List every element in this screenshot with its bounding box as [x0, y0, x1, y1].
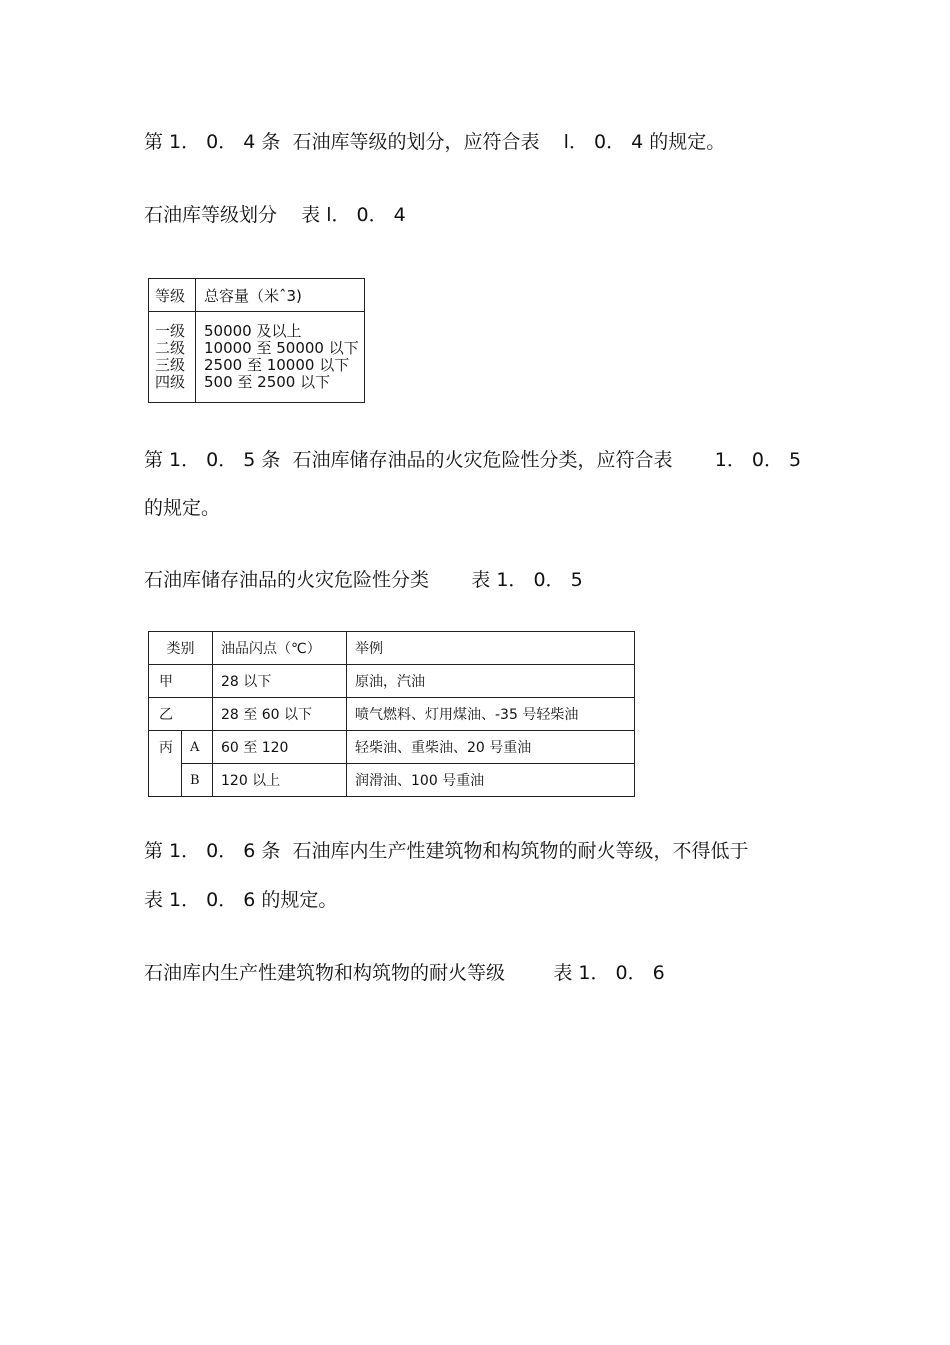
- category-cell: 甲: [149, 665, 213, 698]
- clause-1-0-5-cont: 的规定。: [144, 497, 221, 519]
- clause-1-0-6: 第 1． 0． 6 条 石油库内生产性建筑物和构筑物的耐火等级，不得低于: [144, 840, 749, 862]
- category-cell: 丙: [149, 731, 182, 797]
- grade-item: 二级: [155, 339, 186, 357]
- clause-1-0-4: 第 1． 0． 4 条 石油库等级的划分，应符合表 l． 0． 4 的规定。: [144, 131, 726, 153]
- table-row: [149, 764, 635, 797]
- example-cell: 原油，汽油: [347, 665, 635, 698]
- table-caption-1-0-5: 石油库储存油品的火灾危险性分类 表 1． 0． 5: [144, 569, 583, 591]
- table-header-flash-point: 油品闪点（℃）: [213, 632, 347, 665]
- table-header-capacity: 总容量（米ˆ3): [196, 279, 365, 312]
- table-row: [149, 665, 635, 698]
- flash-point-cell: 28 以下: [213, 665, 347, 698]
- capacity-item: 2500 至 10000 以下: [204, 356, 350, 374]
- table-row: [149, 731, 635, 764]
- grade-item: 三级: [155, 356, 186, 374]
- capacity-item: 10000 至 50000 以下: [204, 339, 359, 357]
- table-header-example: 举例: [347, 632, 635, 665]
- table-1-0-5: [148, 631, 635, 797]
- flash-point-cell: 120 以上: [213, 764, 347, 797]
- capacity-list: [196, 312, 365, 403]
- grade-list: [149, 312, 196, 403]
- example-cell: 润滑油、100 号重油: [347, 764, 635, 797]
- grade-item: 四级: [155, 373, 186, 391]
- example-cell: 轻柴油、重柴油、20 号重油: [347, 731, 635, 764]
- table-1-0-4: [148, 278, 365, 403]
- capacity-item: 500 至 2500 以下: [204, 373, 331, 391]
- clause-1-0-5: 第 1． 0． 5 条 石油库储存油品的火灾危险性分类，应符合表 1． 0． 5: [144, 449, 802, 471]
- subcategory-cell: A: [182, 731, 213, 764]
- flash-point-cell: 28 至 60 以下: [213, 698, 347, 731]
- clause-1-0-6-cont: 表 1． 0． 6 的规定。: [144, 889, 338, 911]
- table-header-category: 类别: [149, 632, 213, 665]
- example-cell: 喷气燃料、灯用煤油、-35 号轻柴油: [347, 698, 635, 731]
- table-caption-1-0-4: 石油库等级划分 表 l． 0． 4: [144, 204, 406, 226]
- subcategory-cell: B: [182, 764, 213, 797]
- table-row: [149, 698, 635, 731]
- table-caption-1-0-6: 石油库内生产性建筑物和构筑物的耐火等级 表 1． 0． 6: [144, 962, 665, 984]
- capacity-item: 50000 及以上: [204, 322, 302, 340]
- flash-point-cell: 60 至 120: [213, 731, 347, 764]
- table-header-grade: 等级: [149, 279, 196, 312]
- grade-item: 一级: [155, 322, 186, 340]
- category-cell: 乙: [149, 698, 213, 731]
